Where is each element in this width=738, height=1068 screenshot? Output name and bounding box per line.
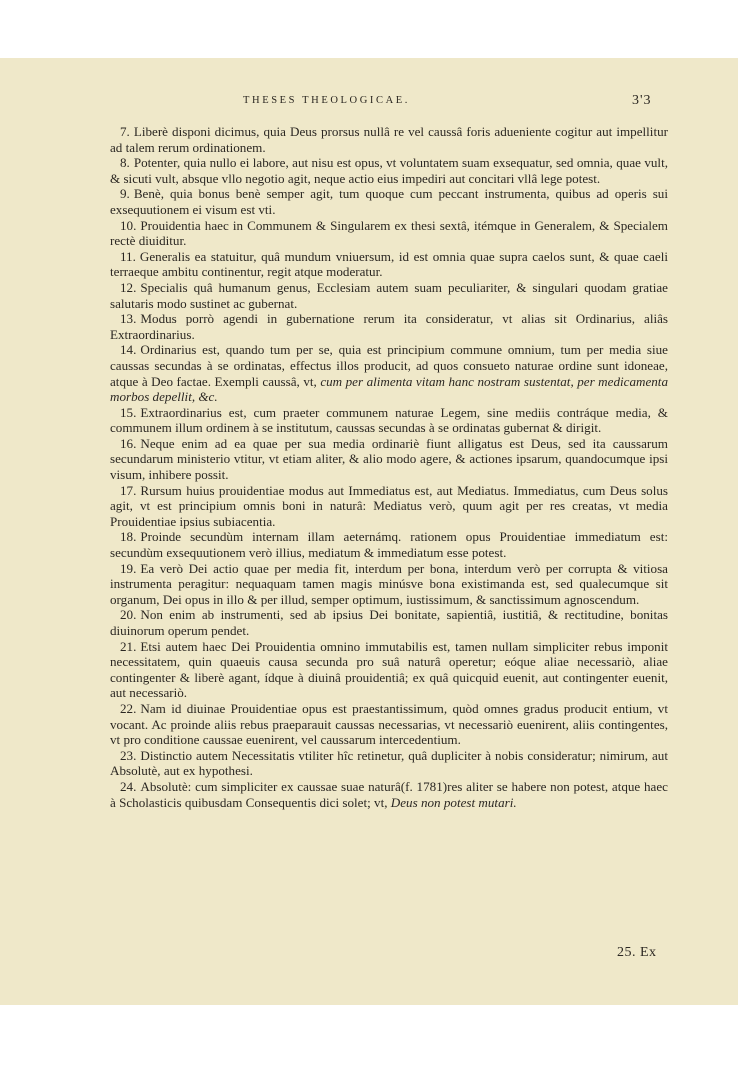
thesis-text: Ea verò Dei actio quae per media fit, interdum per bona, interdum verò per corrupta & vitiosa instrumenta peragitur: nequaquam tamen magis minúsve bona existimanda est, sed qualecumque sit organum, Dei opus in illo & per illud, semper optimum, iustissimum, & sanctissimum agnoscendum. bbox=[110, 560, 668, 607]
thesis-10 bbox=[110, 218, 668, 249]
running-title: THESES THEOLOGICAE. bbox=[243, 95, 411, 106]
thesis-number: 21. bbox=[120, 638, 137, 654]
thesis-number: 19. bbox=[120, 560, 137, 576]
thesis-18 bbox=[110, 529, 668, 560]
thesis-text: Neque enim ad ea quae per sua media ordinariè fiunt alligatus est Deus, sed ita caussarum secundarum ministerio vtitur, vt etiam aliter, & alio modo agere, & actiones ipsarum, quandocumque ipsi visum, inhibere possit. bbox=[110, 435, 668, 483]
thesis-number: 10. bbox=[120, 217, 137, 233]
thesis-13 bbox=[110, 311, 668, 342]
thesis-text: Specialis quâ humanum genus, Ecclesiam autem suam peculiariter, & singulari quodam gratiae salutaris modo sustinet ac gubernat. bbox=[110, 279, 668, 311]
thesis-number: 23. bbox=[120, 747, 137, 763]
thesis-15 bbox=[110, 405, 668, 436]
thesis-number: 8. bbox=[120, 155, 130, 171]
thesis-16 bbox=[110, 436, 668, 483]
thesis-20 bbox=[110, 607, 668, 638]
thesis-number: 13. bbox=[120, 311, 137, 327]
thesis-text: Prouidentia haec in Communem & Singularem ex thesi sextâ, itémque in Generalem, & Specialem rectè diuiditur. bbox=[110, 217, 668, 249]
thesis-11 bbox=[110, 249, 668, 280]
thesis-19 bbox=[110, 561, 668, 608]
thesis-text: Potenter, quia nullo ei labore, aut nisu est opus, vt voluntatem suam exsequatur, sed omnia, quae vult, & sicuti vult, absque vllo negotio agit, neque actio eius impediri aut concitari vllâ lege potest. bbox=[110, 155, 668, 186]
thesis-8 bbox=[110, 155, 668, 186]
thesis-text: Proinde secundùm internam illam aeternámq. rationem opus Prouidentiae immediatum est: secundùm exsequutionem verò illius, mediatum & immediatum esse potest. bbox=[110, 529, 668, 561]
thesis-text: Etsi autem haec Dei Prouidentia omnino immutabilis est, tamen nullam simpliciter rebus imponit necessitatem, quin quaeuis causa secunda pro suâ naturâ operetur; eóque aliae necessariò, aliae contingenter & liberè agant, ídque à diuinâ prouidentiâ; ex quâ quicquid euenit, aut contingenter euenit, aut necessariò. bbox=[110, 638, 668, 701]
thesis-text: Nam id diuinae Prouidentiae opus est praestantissimum, quòd omnes gradus producit entium, vt vocant. Ac proinde aliis rebus praeparauit caussas necessarias, vt necessariò euenirent, aliis contingentes, vt pro conditione caussae euenirent, vel caussarum intercedentium. bbox=[110, 700, 668, 748]
thesis-24 bbox=[110, 779, 668, 810]
thesis-14 bbox=[110, 342, 668, 404]
thesis-number: 17. bbox=[120, 482, 137, 498]
thesis-text: Generalis ea statuitur, quâ mundum vniuersum, id est omnia quae supra caelos sunt, & quae caeli terraeque ambitu continentur, regit atque moderatur. bbox=[110, 248, 668, 280]
thesis-italic: Deus non potest mutari. bbox=[390, 794, 517, 810]
thesis-number: 18. bbox=[120, 529, 137, 545]
thesis-text: Liberè disponi dicimus, quia Deus prorsus nullâ re vel caussâ foris adueniente cogitur aut impellitur ad talem rerum ordinationem. bbox=[110, 124, 668, 155]
thesis-number: 12. bbox=[120, 279, 137, 295]
book-page bbox=[0, 58, 738, 1005]
thesis-12 bbox=[110, 280, 668, 311]
thesis-7 bbox=[110, 124, 668, 155]
page-number: 3'3 bbox=[632, 93, 652, 108]
thesis-text: Benè, quia bonus benè semper agit, tum quoque cum peccant instrumenta, quibus ad operis sui exsequutionem ei visum est vti. bbox=[110, 186, 668, 217]
thesis-text: Distinctio autem Necessitatis vtiliter hîc retinetur, quâ dupliciter à nobis consideratur; nimirum, aut Absolutè, aut ex hypothesi. bbox=[110, 747, 668, 779]
thesis-text: Rursum huius prouidentiae modus aut Immediatus est, aut Mediatus. Immediatus, cum Deus solus agit, vt est principium omnis boni in naturâ: Mediatus verò, quum agit per res creatas, vt media Prouidentiae ipsius subiacentia. bbox=[110, 482, 668, 529]
thesis-number: 9. bbox=[120, 186, 130, 202]
thesis-21 bbox=[110, 639, 668, 701]
thesis-number: 24. bbox=[120, 778, 137, 794]
thesis-17 bbox=[110, 483, 668, 530]
thesis-text: Non enim ab instrumenti, sed ab ipsius Dei bonitate, sapientiâ, iustitiâ, & rectitudine, bonitas diuinorum operum pendet. bbox=[110, 607, 668, 638]
catchword: 25. Ex bbox=[617, 945, 657, 960]
thesis-number: 15. bbox=[120, 404, 137, 420]
theses-text bbox=[110, 124, 668, 810]
thesis-23 bbox=[110, 748, 668, 779]
thesis-number: 7. bbox=[120, 124, 130, 139]
thesis-text: Modus porrò agendi in gubernatione rerum ita consideratur, vt alias sit Ordinarius, aliâs Extraordinarius. bbox=[110, 311, 668, 342]
thesis-number: 11. bbox=[120, 248, 136, 264]
thesis-text: Ordinarius est, quando tum per se, quia est principium commune omnium, tum per media siue caussas secundas à se ordinatas, effectus illos producit, ad quos consueto naturae ordine sunt idoneae, atque à Deo factae. Exempli caussâ, vt, bbox=[110, 342, 668, 389]
page-header bbox=[0, 93, 738, 113]
thesis-text: Absolutè: cum simpliciter ex caussae suae naturâ(f. 1781)res aliter se habere non potest, atque haec à Scholasticis quibusdam Consequentis dici solet; vt, bbox=[110, 778, 668, 810]
thesis-22 bbox=[110, 701, 668, 748]
thesis-9 bbox=[110, 186, 668, 217]
thesis-number: 22. bbox=[120, 700, 137, 716]
thesis-number: 20. bbox=[120, 607, 137, 623]
thesis-number: 14. bbox=[120, 342, 137, 358]
thesis-text: Extraordinarius est, cum praeter communem naturae Legem, sine mediis contráque media, & communem illum ordinem à se institutum, caussas secundas à se ordinatas gubernat & dirigit. bbox=[110, 404, 668, 436]
thesis-number: 16. bbox=[120, 435, 137, 451]
thesis-italic: cum per alimenta vitam hanc nostram sustentat, per medicamenta morbos depellit, &c. bbox=[110, 373, 668, 405]
